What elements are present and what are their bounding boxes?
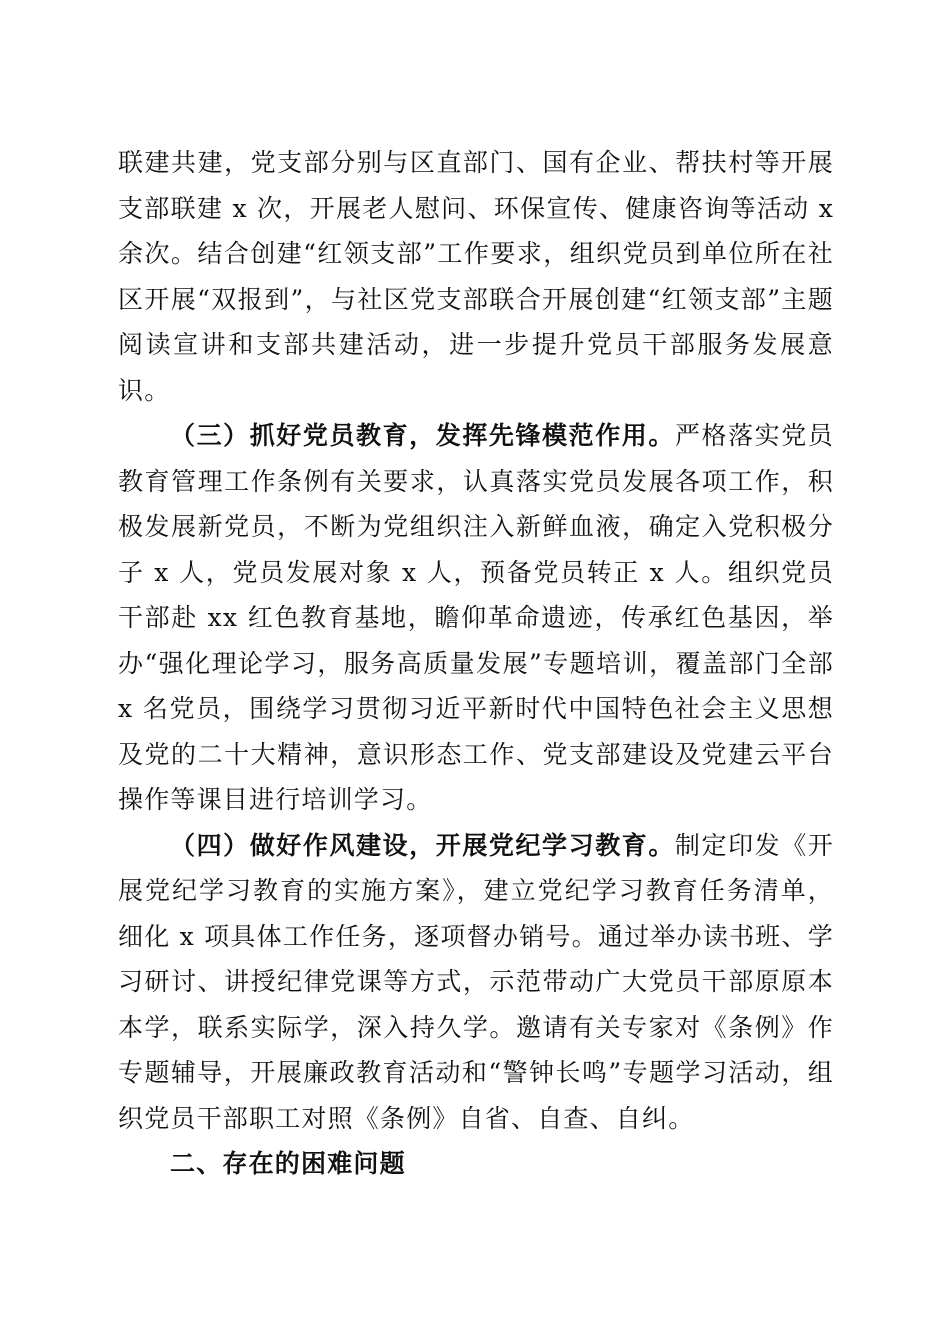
paragraph-text: 制定印发《开展党纪学习教育的实施方案》，建立党纪学习教育任务清单，细化 x 项具体工作任务，逐项督办销号。通过举办读书班、学习研讨、讲授纪律党课等方式，示范带动广大党员干部原原本本学，联系实际学，深入持久学。邀请有关专家对《条例》作专题辅导，开展廉政教育活动和“警钟长鸣”专题学习活动，组织党员干部职工对照《条例》自省、自查、自纠。	[118, 830, 834, 1133]
paragraph-lead-heading: （四）做好作风建设，开展党纪学习教育。	[170, 830, 675, 860]
document-page	[118, 140, 834, 1187]
paragraph-text: 严格落实党员教育管理工作条例有关要求，认真落实党员发展各项工作，积极发展新党员，不断为党组织注入新鲜血液，确定入党积极分子 x 人，党员发展对象 x 人，预备党员转正 x 人。组织党员干部赴 xx 红色教育基地，瞻仰革命遗迹，传承红色基因，举办“强化理论学习，服务高质量发展”专题培训，覆盖部门全部 x 名党员，围绕学习贯彻习近平新时代中国特色社会主义思想及党的二十大精神，意识形态工作、党支部建设及党建云平台操作等课目进行培训学习。	[118, 421, 834, 814]
section-heading: 二、存在的困难问题	[170, 1149, 406, 1178]
paragraph-joint-building	[118, 140, 834, 413]
paragraph-text: 联建共建，党支部分别与区直部门、国有企业、帮扶村等开展支部联建 x 次，开展老人慰问、环保宣传、健康咨询等活动 x 余次。结合创建“红领支部”工作要求，组织党员到单位所在社区开展“双报到”，与社区党支部联合开展创建“红领支部”主题阅读宣讲和支部共建活动，进一步提升党员干部服务发展意识。	[118, 148, 834, 405]
paragraph-party-education	[118, 413, 834, 823]
paragraph-style-building	[118, 823, 834, 1142]
paragraph-lead-heading: （三）抓好党员教育，发挥先锋模范作用。	[170, 421, 675, 450]
